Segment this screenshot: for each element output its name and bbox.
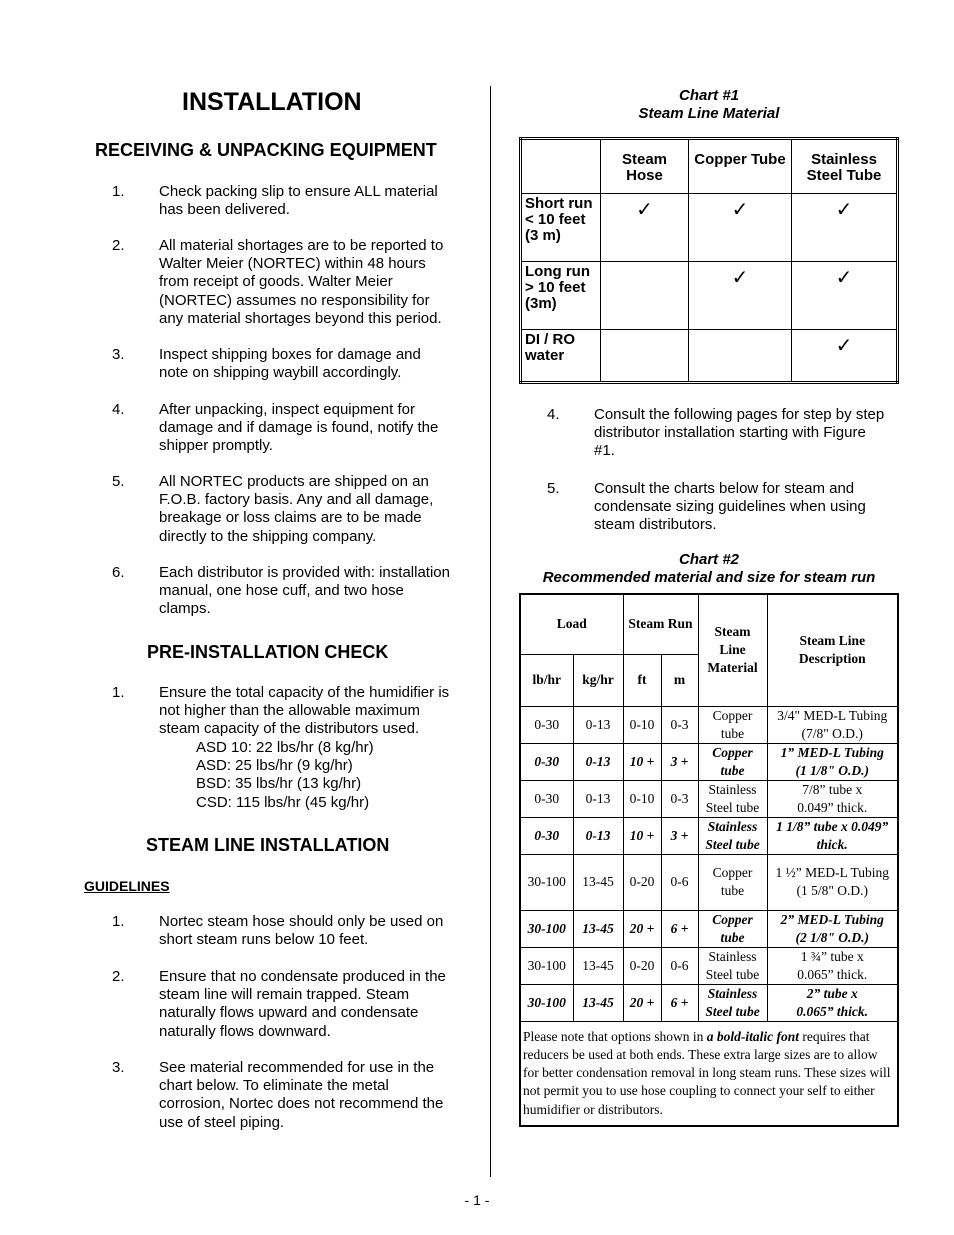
chart2-description-line: 2” MED-L Tubing bbox=[780, 911, 884, 927]
chart2-material-cell bbox=[698, 910, 767, 947]
chart2-description-line: 1” MED-L Tubing bbox=[780, 744, 884, 760]
chart2-row bbox=[520, 984, 898, 1021]
list-text-line: condensate sizing guidelines when using bbox=[594, 498, 866, 516]
chart2-description-line: 1 1/8” tube x 0.049” bbox=[776, 818, 889, 834]
chart2-row bbox=[520, 854, 898, 910]
chart2-description-line: 0.065” thick. bbox=[797, 966, 868, 982]
checkmark-icon bbox=[601, 262, 689, 330]
checkmark-icon: ✓ bbox=[601, 194, 689, 262]
chart1-row bbox=[521, 262, 898, 330]
note-bold-italic: a bold-italic font bbox=[706, 1028, 799, 1044]
chart1-header-copper-tube bbox=[689, 139, 792, 194]
guidelines-subheading: GUIDELINES bbox=[84, 878, 170, 894]
chart1-header-line: Stainless bbox=[811, 151, 877, 168]
chart2-material-line: Stainless bbox=[708, 781, 757, 797]
capacity-line: BSD: 35 lbs/hr (13 kg/hr) bbox=[196, 775, 362, 793]
chart2-material-cell bbox=[698, 854, 767, 910]
chart2-unit-m: m bbox=[661, 654, 698, 706]
pre-installation-heading: PRE-INSTALLATION CHECK bbox=[147, 642, 389, 662]
chart2-caption bbox=[519, 551, 899, 587]
chart2-unit-lbhr: lb/hr bbox=[520, 654, 573, 706]
list-text-line: directly to the shipping company. bbox=[159, 527, 377, 545]
chart2-cell: 0-30 bbox=[520, 743, 573, 780]
list-text-line: use of steel piping. bbox=[159, 1113, 285, 1131]
chart2-material-line: Copper bbox=[712, 911, 753, 927]
checkmark-icon: ✓ bbox=[792, 194, 898, 262]
chart2-row bbox=[520, 743, 898, 780]
chart2-material-line: Steel tube bbox=[705, 1003, 760, 1019]
chart1-row bbox=[521, 330, 898, 383]
chart2-cell: 0-6 bbox=[661, 947, 698, 984]
chart2-description-cell bbox=[767, 984, 898, 1021]
list-text-line: Consult the charts below for steam and bbox=[594, 480, 855, 497]
chart2-cell: 0-13 bbox=[573, 706, 623, 743]
checkmark-icon: ✓ bbox=[689, 262, 792, 330]
list-text-line: (NORTEC) assumes no responsibility for bbox=[159, 291, 430, 309]
page-number: - 1 - bbox=[464, 1192, 490, 1208]
note-text-post: requires that reducers be used at both ends. These extra large sizes are to allow for better condensation removal in long steam runs. These sizes will not permit you to use hose coupling to connect your self to either humidifier or distributors. bbox=[523, 1028, 891, 1117]
chart2-material-cell bbox=[698, 817, 767, 854]
chart1-row-label-line: (3 m) bbox=[525, 227, 561, 244]
chart2-caption-title: Recommended material and size for steam run bbox=[542, 569, 876, 586]
chart2-cell: 0-30 bbox=[520, 706, 573, 743]
chart1-header-line: Steam bbox=[621, 151, 668, 168]
chart2-cell: 10 + bbox=[623, 743, 661, 780]
chart2-description-line: 1 ½” MED-L Tubing bbox=[775, 865, 889, 880]
list-text-line: short steam runs below 10 feet. bbox=[159, 931, 369, 949]
chart2-cell: 0-20 bbox=[623, 854, 661, 910]
list-text-line: chart below. To eliminate the metal bbox=[159, 1077, 389, 1095]
chart1-header-steam-hose bbox=[601, 139, 689, 194]
chart2-description-line: (1 5/8" O.D.) bbox=[796, 883, 868, 898]
chart2-unit-ft: ft bbox=[623, 654, 661, 706]
list-text-line: Inspect shipping boxes for damage and bbox=[159, 346, 421, 363]
chart1-row-label-line: < 10 feet bbox=[525, 211, 586, 228]
list-text-line: steam line will remain trapped. Steam bbox=[159, 986, 410, 1004]
chart2-cell: 30-100 bbox=[520, 910, 573, 947]
chart2-cell: 30-100 bbox=[520, 947, 573, 984]
steam-line-heading: STEAM LINE INSTALLATION bbox=[146, 835, 390, 855]
chart2-header-steam-run: Steam Run bbox=[623, 594, 698, 654]
chart2-description-line: (2 1/8" O.D.) bbox=[795, 929, 869, 945]
chart2-cell: 13-45 bbox=[573, 947, 623, 984]
chart1-caption bbox=[519, 87, 899, 123]
chart1-header-stainless-steel bbox=[792, 139, 898, 194]
list-text-line: See material recommended for use in the bbox=[159, 1059, 435, 1076]
chart1-row-label bbox=[521, 262, 601, 330]
list-text-line: Ensure the total capacity of the humidifier is bbox=[159, 684, 450, 701]
chart2-header-description-line: Description bbox=[798, 651, 866, 667]
chart2-material-line: tube bbox=[720, 929, 745, 945]
chart2-cell: 13-45 bbox=[573, 854, 623, 910]
chart1-caption-number: Chart #1 bbox=[678, 87, 740, 104]
chart2-cell: 0-6 bbox=[661, 854, 698, 910]
list-text-line: corrosion, Nortec does not recommend the bbox=[159, 1095, 444, 1113]
chart2-material-cell bbox=[698, 984, 767, 1021]
chart1-header-line: Copper Tube bbox=[694, 151, 786, 168]
list-number: 3. bbox=[112, 1059, 125, 1076]
column-divider bbox=[490, 86, 491, 1177]
list-text-line: Ensure that no condensate produced in the bbox=[159, 968, 446, 985]
chart2-material-line: Steel tube bbox=[705, 836, 760, 852]
chart2-description-cell bbox=[767, 910, 898, 947]
chart2-material-line: tube bbox=[720, 725, 745, 741]
checkmark-icon: ✓ bbox=[792, 262, 898, 330]
chart2-row bbox=[520, 910, 898, 947]
list-number: 4. bbox=[547, 406, 560, 423]
chart2-material-line: Stainless bbox=[707, 985, 758, 1001]
chart2-description-cell bbox=[767, 817, 898, 854]
chart1-row-label-line: Short run bbox=[525, 195, 593, 212]
chart1-caption-title: Steam Line Material bbox=[638, 105, 780, 122]
chart1-row-label bbox=[521, 330, 601, 383]
chart2-cell: 0-13 bbox=[573, 780, 623, 817]
list-text-line: from receipt of goods. Walter Meier bbox=[159, 273, 393, 291]
chart2-material-cell bbox=[698, 743, 767, 780]
list-number: 1. bbox=[112, 913, 125, 930]
chart2-note bbox=[520, 1021, 898, 1126]
list-text-line: clamps. bbox=[159, 600, 211, 618]
note-text-pre: Please note that options shown in bbox=[523, 1028, 707, 1044]
list-text-line: Consult the following pages for step by step bbox=[594, 406, 885, 423]
chart2-material-cell bbox=[698, 780, 767, 817]
capacity-line: CSD: 115 lbs/hr (45 kg/hr) bbox=[196, 793, 370, 811]
chart2-description-cell bbox=[767, 947, 898, 984]
chart1-row-label-line: water bbox=[525, 347, 565, 364]
chart2-header-description bbox=[767, 594, 898, 706]
chart2-row bbox=[520, 817, 898, 854]
chart1-row bbox=[521, 194, 898, 262]
chart2-header-material-line: Steam bbox=[714, 624, 751, 640]
chart2-cell: 6 + bbox=[661, 910, 698, 947]
list-text-line: steam distributors. bbox=[594, 516, 717, 534]
chart2-cell: 13-45 bbox=[573, 984, 623, 1021]
list-number: 6. bbox=[112, 564, 125, 581]
chart2-cell: 30-100 bbox=[520, 984, 573, 1021]
chart2-cell: 0-20 bbox=[623, 947, 661, 984]
chart2-description-line: 0.065” thick. bbox=[796, 1003, 869, 1019]
chart2-description-line: 3/4" MED-L Tubing bbox=[777, 707, 888, 723]
chart2-description-line: 1 ¾” tube x bbox=[800, 948, 864, 964]
chart2-material-line: Steel tube bbox=[705, 966, 760, 982]
chart2-cell: 3 + bbox=[661, 817, 698, 854]
chart2-cell: 0-10 bbox=[623, 706, 661, 743]
list-text-line: note on shipping waybill accordingly. bbox=[159, 364, 402, 382]
chart2-row bbox=[520, 706, 898, 743]
list-text-line: damage and if damage is found, notify the bbox=[159, 419, 439, 437]
chart1-corner-cell bbox=[521, 139, 601, 194]
chart2-body bbox=[520, 706, 898, 1021]
chart1-header-line: Steel Tube bbox=[806, 167, 882, 184]
chart2-description-line: 7/8” tube x bbox=[802, 781, 863, 797]
chart2-cell: 3 + bbox=[661, 743, 698, 780]
list-number: 2. bbox=[112, 237, 125, 254]
chart2-cell: 6 + bbox=[661, 984, 698, 1021]
list-number: 2. bbox=[112, 968, 125, 985]
receiving-heading: RECEIVING & UNPACKING EQUIPMENT bbox=[95, 140, 437, 160]
capacity-line: ASD 10: 22 lbs/hr (8 kg/hr) bbox=[196, 739, 374, 756]
list-text-line: After unpacking, inspect equipment for bbox=[159, 401, 415, 418]
chart2-header-description-line: Steam Line bbox=[799, 633, 866, 649]
list-text-line: All NORTEC products are shipped on an bbox=[159, 473, 429, 490]
list-text-line: manual, one hose cuff, and two hose bbox=[159, 582, 404, 600]
checkmark-icon bbox=[689, 330, 792, 383]
chart2-description-cell bbox=[767, 743, 898, 780]
list-text-line: Nortec steam hose should only be used on bbox=[159, 913, 444, 930]
chart2-material-line: Stainless bbox=[707, 818, 758, 834]
chart1-header-line: Hose bbox=[626, 167, 663, 184]
list-text-line: breakage or loss claims are to be made bbox=[159, 509, 422, 527]
chart2-cell: 13-45 bbox=[573, 910, 623, 947]
list-text-line: naturally flows upward and condensate bbox=[159, 1004, 419, 1022]
chart2-description-cell bbox=[767, 780, 898, 817]
chart2-cell: 0-10 bbox=[623, 780, 661, 817]
checkmark-icon: ✓ bbox=[792, 330, 898, 383]
chart2-material-line: Stainless bbox=[708, 948, 757, 964]
chart2-header-material-line: Line bbox=[719, 642, 746, 658]
chart1-table bbox=[519, 137, 899, 384]
chart2-table bbox=[519, 593, 899, 1127]
list-number: 5. bbox=[547, 480, 560, 497]
list-text-line: has been delivered. bbox=[159, 201, 290, 219]
chart1-row-label-line: DI / RO bbox=[525, 331, 576, 348]
chart2-description-line: 2” tube x bbox=[806, 985, 858, 1001]
chart2-material-line: tube bbox=[720, 883, 745, 898]
list-text-line: steam capacity of the distributors used. bbox=[159, 720, 420, 738]
chart2-description-line: (1 1/8" O.D.) bbox=[795, 762, 869, 778]
chart1-row-label-line: (3m) bbox=[525, 295, 557, 312]
list-text-line: Check packing slip to ensure ALL material bbox=[159, 183, 438, 200]
list-text-line: not higher than the allowable maximum bbox=[159, 702, 420, 720]
capacity-line: ASD: 25 lbs/hr (9 kg/hr) bbox=[196, 757, 353, 775]
list-number: 3. bbox=[112, 346, 125, 363]
list-text-line: #1. bbox=[594, 442, 615, 460]
chart1-row-label bbox=[521, 194, 601, 262]
chart2-material-line: Steel tube bbox=[705, 799, 760, 815]
chart1-row-label-line: Long run bbox=[525, 263, 590, 280]
chart2-material-cell bbox=[698, 706, 767, 743]
chart1-row-label-line: > 10 feet bbox=[525, 279, 586, 296]
checkmark-icon: ✓ bbox=[689, 194, 792, 262]
list-text-line: distributor installation starting with Figure bbox=[594, 424, 866, 442]
list-text-line: shipper promptly. bbox=[159, 437, 273, 455]
list-text-line: Each distributor is provided with: installation bbox=[159, 564, 450, 581]
chart2-cell: 20 + bbox=[623, 984, 661, 1021]
list-text-line: Walter Meier (NORTEC) within 48 hours bbox=[159, 255, 426, 273]
chart2-cell: 0-30 bbox=[520, 780, 573, 817]
checkmark-icon bbox=[601, 330, 689, 383]
chart2-description-line: 0.049” thick. bbox=[797, 799, 868, 815]
list-text-line: naturally flows downward. bbox=[159, 1022, 331, 1040]
chart2-description-cell bbox=[767, 854, 898, 910]
chart2-material-line: Copper bbox=[712, 744, 753, 760]
chart2-description-line: (7/8" O.D.) bbox=[801, 725, 863, 741]
list-number: 5. bbox=[112, 473, 125, 490]
chart2-cell: 0-3 bbox=[661, 780, 698, 817]
chart2-description-line: thick. bbox=[816, 836, 848, 852]
chart2-row bbox=[520, 947, 898, 984]
chart2-header-load: Load bbox=[520, 594, 623, 654]
chart2-cell: 0-13 bbox=[573, 817, 623, 854]
chart2-cell: 0-13 bbox=[573, 743, 623, 780]
chart2-caption-number: Chart #2 bbox=[678, 551, 740, 568]
chart2-unit-kghr: kg/hr bbox=[573, 654, 623, 706]
chart2-cell: 10 + bbox=[623, 817, 661, 854]
chart2-cell: 0-3 bbox=[661, 706, 698, 743]
list-number: 1. bbox=[112, 684, 125, 701]
chart2-cell: 30-100 bbox=[520, 854, 573, 910]
chart2-cell: 20 + bbox=[623, 910, 661, 947]
list-text-line: any material shortages beyond this period. bbox=[159, 309, 442, 327]
chart2-material-line: Copper bbox=[712, 707, 753, 723]
chart2-material-line: Copper bbox=[712, 865, 753, 880]
list-number: 4. bbox=[112, 401, 125, 418]
chart2-material-cell bbox=[698, 947, 767, 984]
list-text-line: F.O.B. factory basis. Any and all damage, bbox=[159, 491, 434, 509]
list-number: 1. bbox=[112, 183, 125, 200]
chart2-header-material bbox=[698, 594, 767, 706]
page-title: INSTALLATION bbox=[182, 88, 362, 116]
chart2-material-line: tube bbox=[720, 762, 745, 778]
chart2-header-material-line: Material bbox=[707, 660, 758, 676]
chart2-description-cell bbox=[767, 706, 898, 743]
chart2-cell: 0-30 bbox=[520, 817, 573, 854]
chart2-row bbox=[520, 780, 898, 817]
list-text-line: All material shortages are to be reported to bbox=[159, 237, 444, 254]
